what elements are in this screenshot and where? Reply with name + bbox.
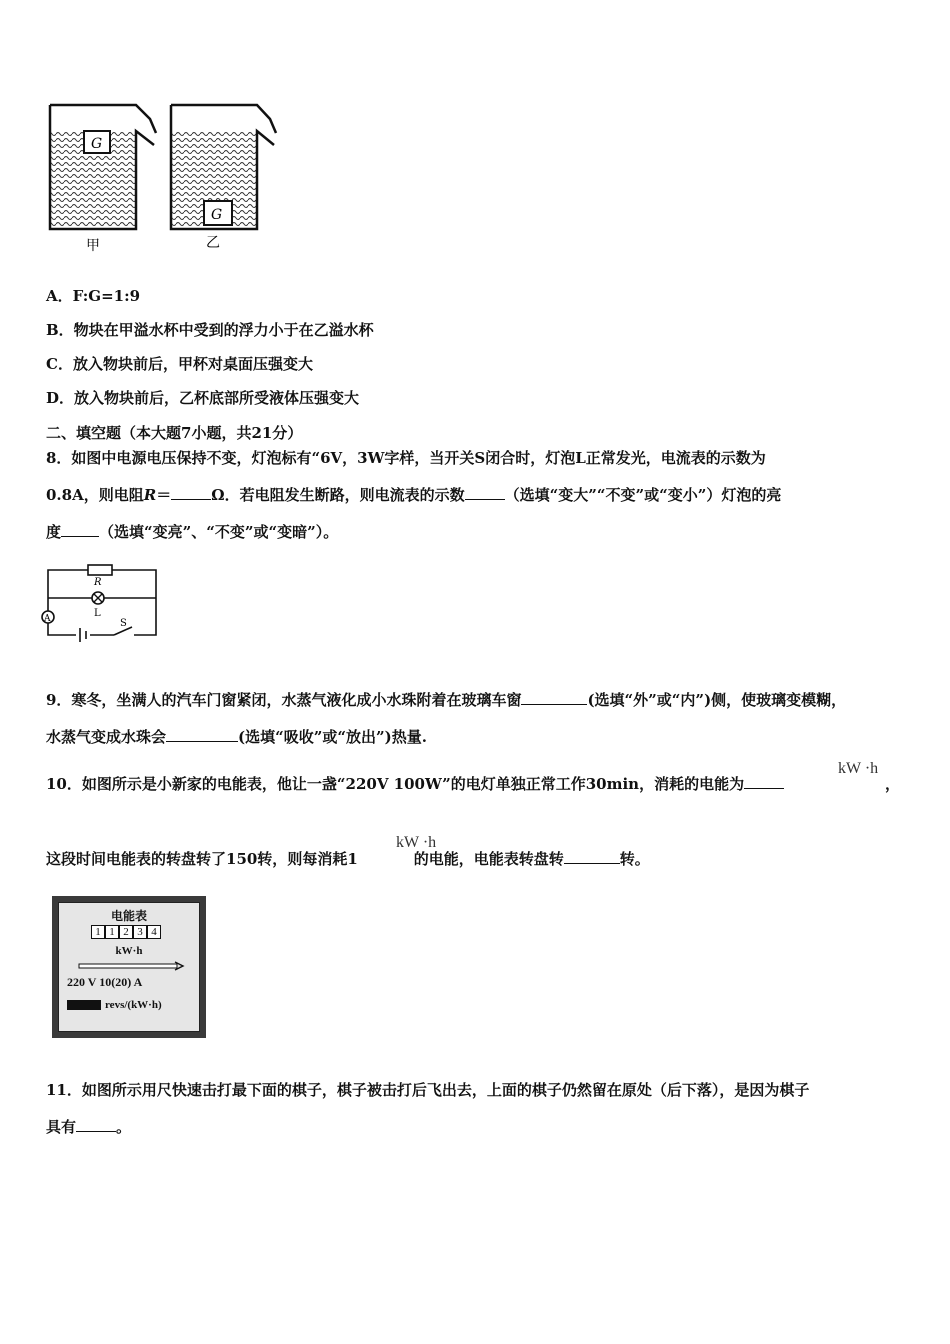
meter-title: 电能表	[110, 909, 147, 923]
meter-digit: 4	[147, 925, 161, 939]
electricity-meter	[52, 896, 206, 1038]
q10-blank-revolutions[interactable]	[564, 849, 620, 864]
meter-revs-unit: revs/(kW·h)	[105, 999, 162, 1011]
q9-blank-side[interactable]	[521, 690, 587, 705]
option-b: B．物块在甲溢水杯中受到的浮力小于在乙溢水杯	[46, 321, 374, 339]
q9-line2: 水蒸气变成水珠会 (选填“吸收”或“放出”)热量.	[46, 728, 427, 746]
q8-blank-brightness[interactable]	[61, 522, 99, 537]
cup-yi	[171, 105, 276, 251]
q8-line1: 8．如图中电源电压保持不变，灯泡标有“6V，3W字样，当开关S闭合时，灯泡L正常发光，电流表的示数为	[46, 449, 766, 467]
section-2-heading: 二、填空题（本大题7小题，共21分）	[46, 424, 303, 442]
q10-unit-kwh-1: kW ·h	[838, 760, 879, 777]
block-label-g-2: G	[211, 207, 223, 223]
q8-blank-current[interactable]	[465, 485, 505, 500]
lamp-label: L	[94, 608, 101, 619]
circuit-figure	[40, 560, 165, 645]
cup-jia	[50, 105, 156, 254]
meter-digit: 1	[91, 925, 105, 939]
label-jia: 甲	[86, 238, 100, 254]
q11-line1: 11．如图所示用尺快速击打最下面的棋子，棋子被击打后飞出去，上面的棋子仍然留在原处（后下落），是因为棋子	[46, 1081, 810, 1099]
option-c: C．放入物块前后，甲杯对桌面压强变大	[46, 355, 313, 373]
resistor-r	[88, 565, 112, 575]
q11-blank-property[interactable]	[76, 1117, 116, 1132]
q11-line2: 具有 。	[46, 1118, 132, 1136]
meter-constant-redacted	[67, 1000, 101, 1010]
option-d: D．放入物块前后，乙杯底部所受液体压强变大	[46, 389, 360, 407]
q10-line2: 这段时间电能表的转盘转了150转，则每消耗1 的电能，电能表转盘转 转。	[46, 850, 650, 868]
meter-rating: 220 V 10(20) A	[67, 975, 143, 989]
q10-blank-energy[interactable]	[744, 774, 784, 789]
q10-line1: 10．如图所示是小新家的电能表，他让一盏“220V 100W”的电灯单独正常工作30min，消耗的电能为	[46, 774, 784, 794]
q8-line3: 度 （选填“变亮”、“不变”或“变暗”）。	[46, 523, 339, 541]
switch-label: S	[120, 618, 127, 629]
q9-blank-heat[interactable]	[166, 727, 238, 742]
option-a: A．F:G=1:9	[46, 287, 141, 305]
meter-digits	[91, 925, 161, 939]
meter-unit: kW·h	[115, 945, 143, 957]
meter-digit: 3	[133, 925, 147, 939]
q8-blank-resistance[interactable]	[171, 485, 211, 500]
q10-unit-kwh-2: kW ·h	[396, 834, 437, 851]
ammeter-label: A	[44, 614, 51, 624]
meter-dial-arrow	[75, 961, 185, 971]
overflow-cups-figure	[40, 95, 290, 255]
block-label-g: G	[91, 136, 103, 152]
q9-line1: 9．寒冬，坐满人的汽车门窗紧闭，水蒸气液化成小水珠附着在玻璃车窗 (选填“外”或“内”)侧，使玻璃变模糊，	[46, 691, 847, 709]
resistor-label: R	[94, 577, 102, 588]
meter-digit: 2	[119, 925, 133, 939]
meter-digit: 1	[105, 925, 119, 939]
label-yi: 乙	[206, 235, 220, 251]
q10-line1-comma: ，	[885, 775, 901, 793]
q8-line2: 0.8A，则电阻R＝ Ω．若电阻发生断路，则电流表的示数 （选填“变大”“不变”或“变小”）灯泡的亮	[46, 486, 782, 504]
